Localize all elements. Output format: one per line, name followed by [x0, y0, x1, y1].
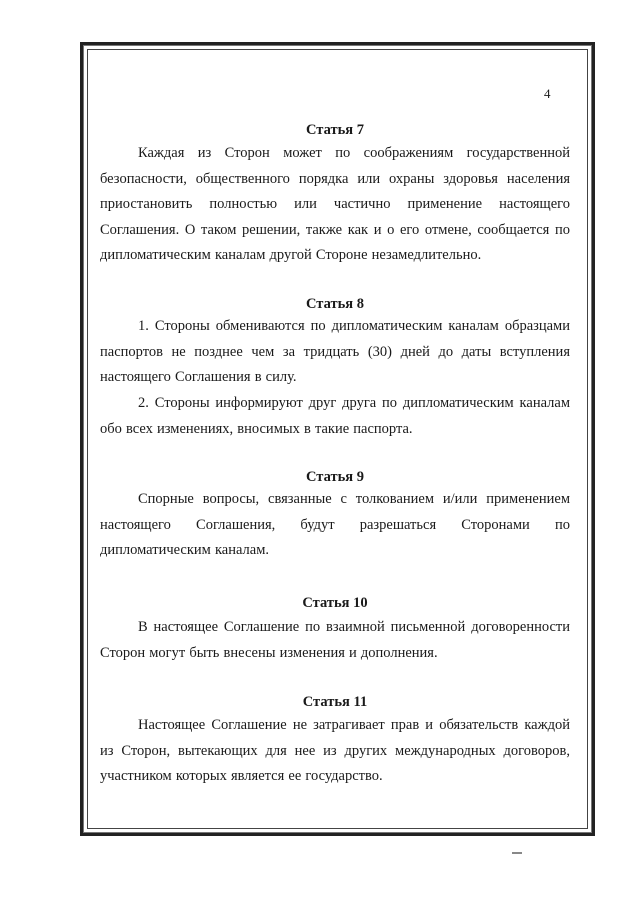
article-10-paragraph-1: В настоящее Соглашение по взаимной письменной договоренности Сторон могут быть внесены изменения и дополнения. — [100, 619, 570, 661]
article-9-paragraph-1: Спорные вопросы, связанные с толкованием и/или применением настоящего Соглашения, будут разрешаться Сторонами по дипломатическим каналам. — [100, 491, 570, 559]
article-10-heading: Статья 10 — [302, 595, 368, 611]
article-7-heading: Статья 7 — [306, 122, 364, 138]
article-8-paragraph-2: 2. Стороны информируют друг друга по дипломатическим каналам обо всех изменениях, вносимых в такие паспорта. — [100, 395, 570, 437]
article-8-heading: Статья 8 — [306, 296, 364, 312]
article-7-paragraph-1: Каждая из Сторон может по соображениям государственной безопасности, общественного порядка или охраны здоровья населения приостановить полностью или частично применение настоящего Соглашения. О таком решении, также как и о его отмене, сообщается по дипломатическим каналам другой Стороне незамедлительно. — [100, 145, 570, 264]
scan-speck — [512, 852, 522, 854]
article-11-heading: Статья 11 — [302, 694, 368, 710]
article-9-heading: Статья 9 — [306, 469, 364, 485]
article-11-paragraph-1: Настоящее Соглашение не затрагивает прав и обязательств каждой из Сторон, вытекающих для нее из других международных договоров, участником которых является ее государство. — [100, 717, 570, 785]
article-8-paragraph-1: 1. Стороны обмениваются по дипломатическим каналам образцами паспортов не позднее чем за тридцать (30) дней до даты вступления настоящего Соглашения в силу. — [100, 318, 570, 386]
page-number: 4 — [544, 86, 551, 101]
